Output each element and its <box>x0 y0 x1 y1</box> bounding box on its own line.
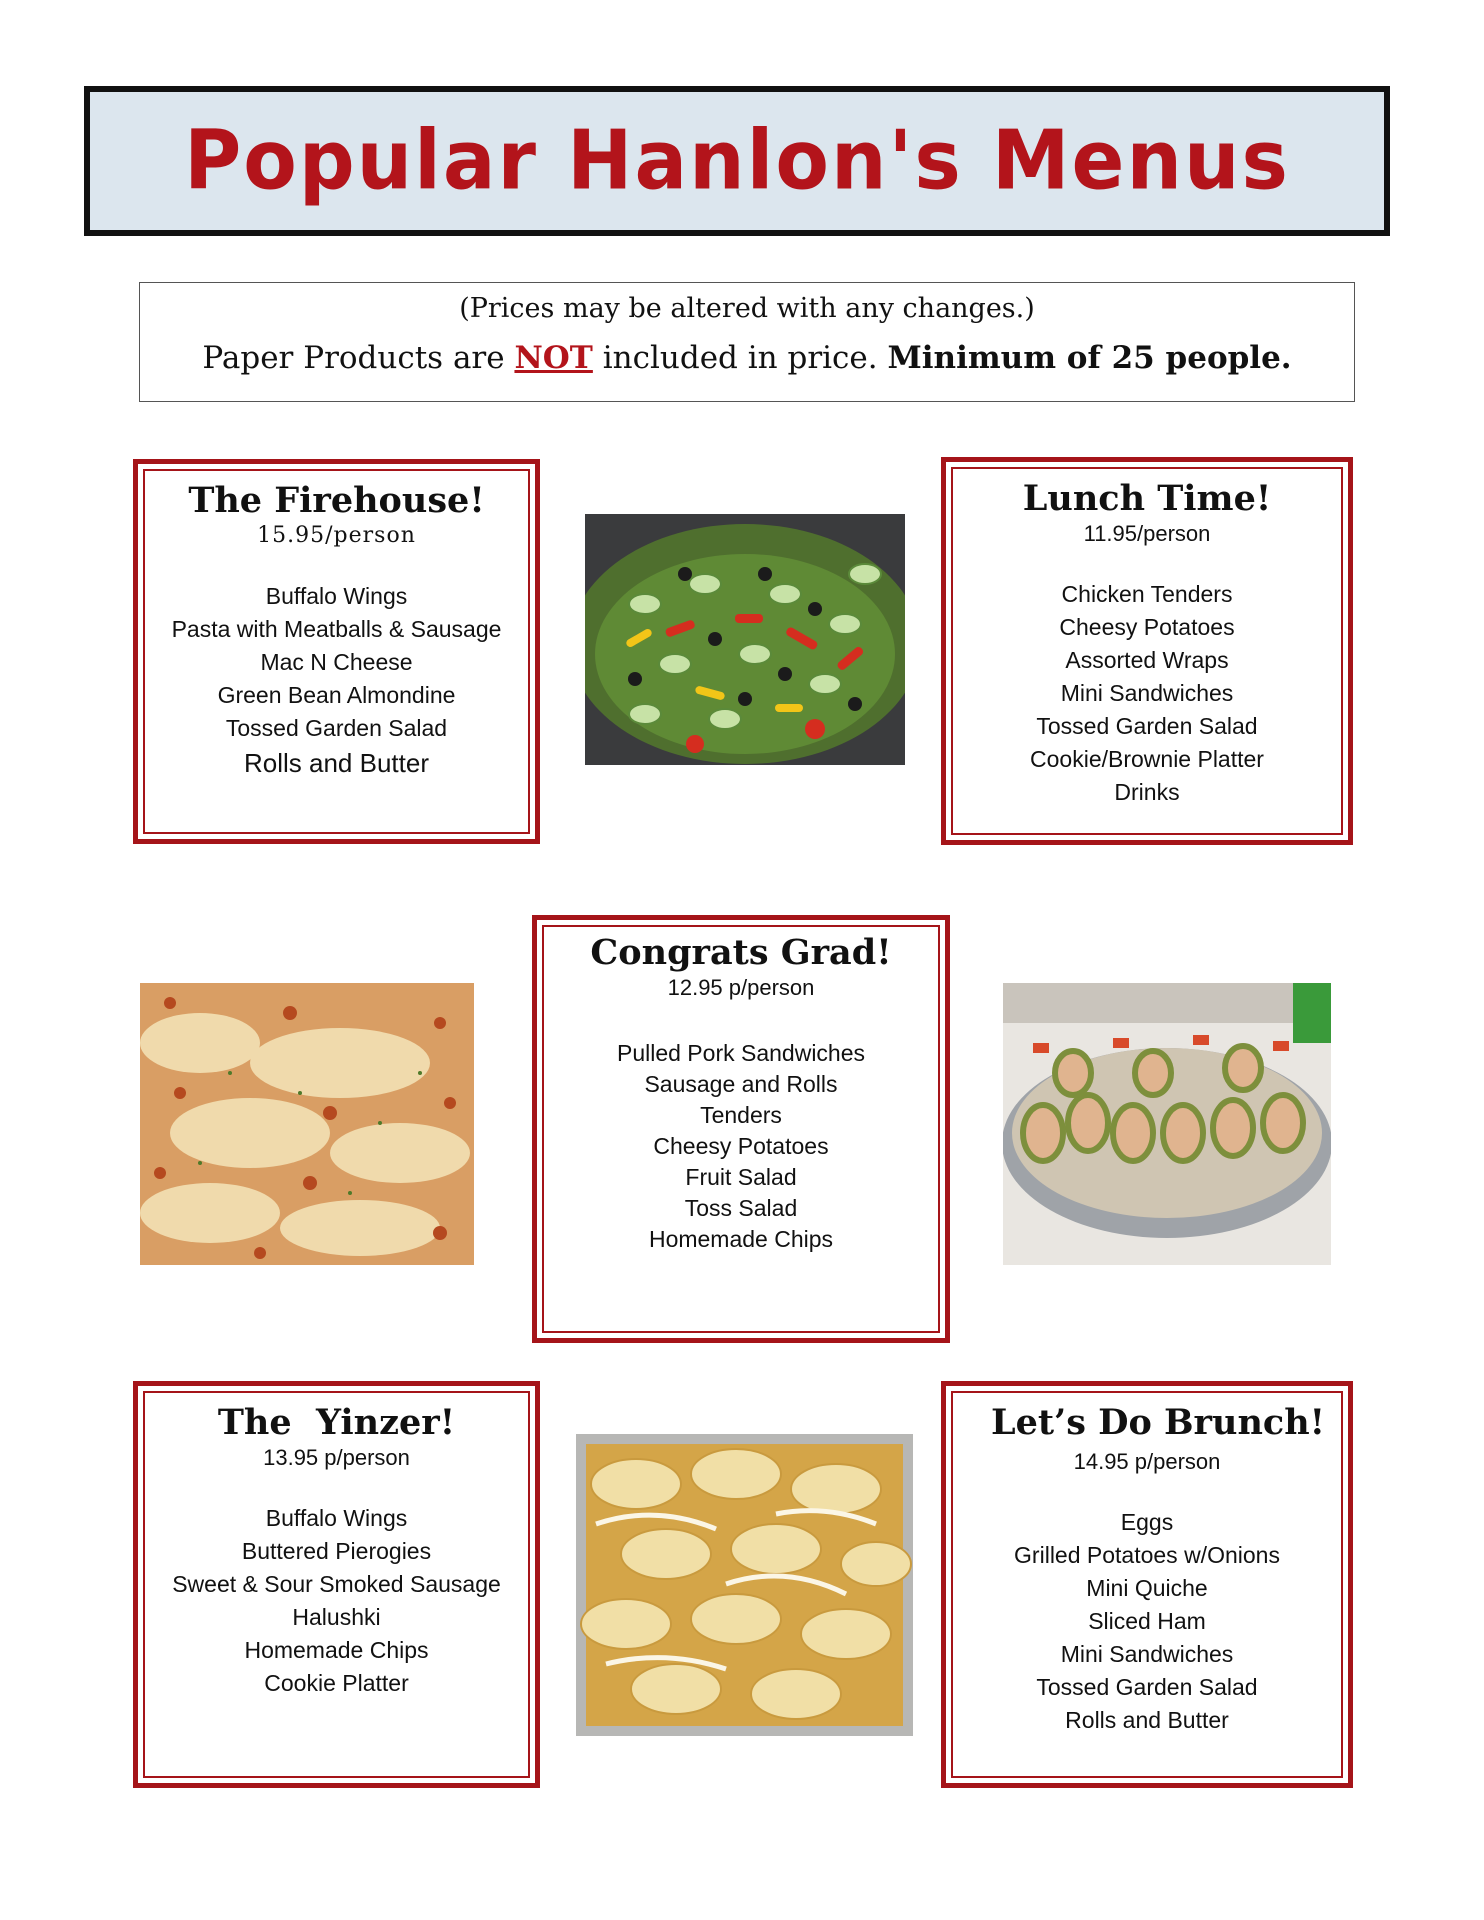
notice-text: Paper Products are <box>202 340 515 376</box>
menu-item: Chicken Tenders <box>1061 581 1233 607</box>
menu-item: Tossed Garden Salad <box>1036 713 1258 739</box>
wraps-platter-photo <box>1003 983 1331 1265</box>
menu-item: Tossed Garden Salad <box>225 715 448 741</box>
menu-card-yinzer <box>133 1381 540 1788</box>
menu-card-firehouse <box>133 459 540 844</box>
notice-text-2: included in price. <box>592 340 888 376</box>
menu-item: Buffalo Wings <box>265 1505 408 1531</box>
price-notice <box>139 282 1355 402</box>
menu-item: Mini Quiche <box>1086 1575 1208 1601</box>
menu-title: Lunch Time! <box>1022 478 1272 519</box>
menu-item: Tossed Garden Salad <box>1036 1674 1258 1700</box>
menu-item: Homemade Chips <box>244 1637 429 1663</box>
menu-item: Sliced Ham <box>1088 1608 1206 1634</box>
menu-item: Homemade Chips <box>648 1226 834 1252</box>
title-banner <box>84 86 1390 236</box>
menu-price: 12.95 p/person <box>667 975 815 1000</box>
menu-item: Toss Salad <box>684 1195 798 1221</box>
menu-item: Mini Sandwiches <box>1060 680 1234 706</box>
menu-item: Sausage and Rolls <box>644 1071 838 1097</box>
notice-line-1: (Prices may be altered with any changes.) <box>459 293 1035 324</box>
menu-title: The Yinzer! <box>217 1402 456 1443</box>
menu-price: 15.95/person <box>257 523 416 548</box>
menu-title: The Firehouse! <box>188 480 485 521</box>
menu-item: Tenders <box>700 1102 782 1128</box>
menu-price: 11.95/person <box>1083 521 1211 546</box>
menu-price: 14.95 p/person <box>1073 1449 1221 1474</box>
salad-photo <box>585 514 905 765</box>
menu-item: Rolls and Butter <box>1065 1707 1229 1733</box>
menu-item: Cookie Platter <box>264 1670 409 1696</box>
menu-item: Pulled Pork Sandwiches <box>616 1040 866 1066</box>
menu-item: Buttered Pierogies <box>241 1538 432 1564</box>
menu-item: Assorted Wraps <box>1065 647 1229 673</box>
menu-item: Cheesy Potatoes <box>653 1133 829 1159</box>
menu-item: Mini Sandwiches <box>1060 1641 1234 1667</box>
pierogies-photo <box>576 1434 913 1736</box>
notice-minimum: Minimum of 25 people. <box>887 340 1292 376</box>
menu-card-lunch-time <box>941 457 1353 845</box>
menu-item: Green Bean Almondine <box>217 682 456 708</box>
menu-item: Eggs <box>1120 1509 1174 1535</box>
menu-item: Halushki <box>292 1604 381 1630</box>
menu-item: Buffalo Wings <box>265 583 408 609</box>
notice-line-2 <box>140 340 1354 376</box>
menu-item: Fruit Salad <box>685 1164 797 1190</box>
menu-item: Cookie/Brownie Platter <box>1030 746 1264 772</box>
menu-item: Mac N Cheese <box>260 649 413 675</box>
menu-item: Rolls and Butter <box>244 748 429 778</box>
menu-title: Congrats Grad! <box>590 932 892 973</box>
menu-title: Let’s Do Brunch! <box>990 1402 1326 1443</box>
menu-item: Pasta with Meatballs & Sausage <box>171 616 502 642</box>
notice-not: NOT <box>514 340 593 376</box>
baked-pasta-photo <box>140 983 474 1265</box>
menu-price: 13.95 p/person <box>263 1445 410 1470</box>
menu-item: Sweet & Sour Smoked Sausage <box>172 1571 501 1597</box>
menu-card-brunch <box>941 1381 1353 1788</box>
menu-item: Grilled Potatoes w/Onions <box>1014 1542 1280 1568</box>
page-title: Popular Hanlon's Menus <box>184 113 1290 209</box>
menu-item: Drinks <box>1114 779 1180 805</box>
menu-item: Cheesy Potatoes <box>1059 614 1235 640</box>
menu-card-congrats-grad <box>532 915 950 1343</box>
